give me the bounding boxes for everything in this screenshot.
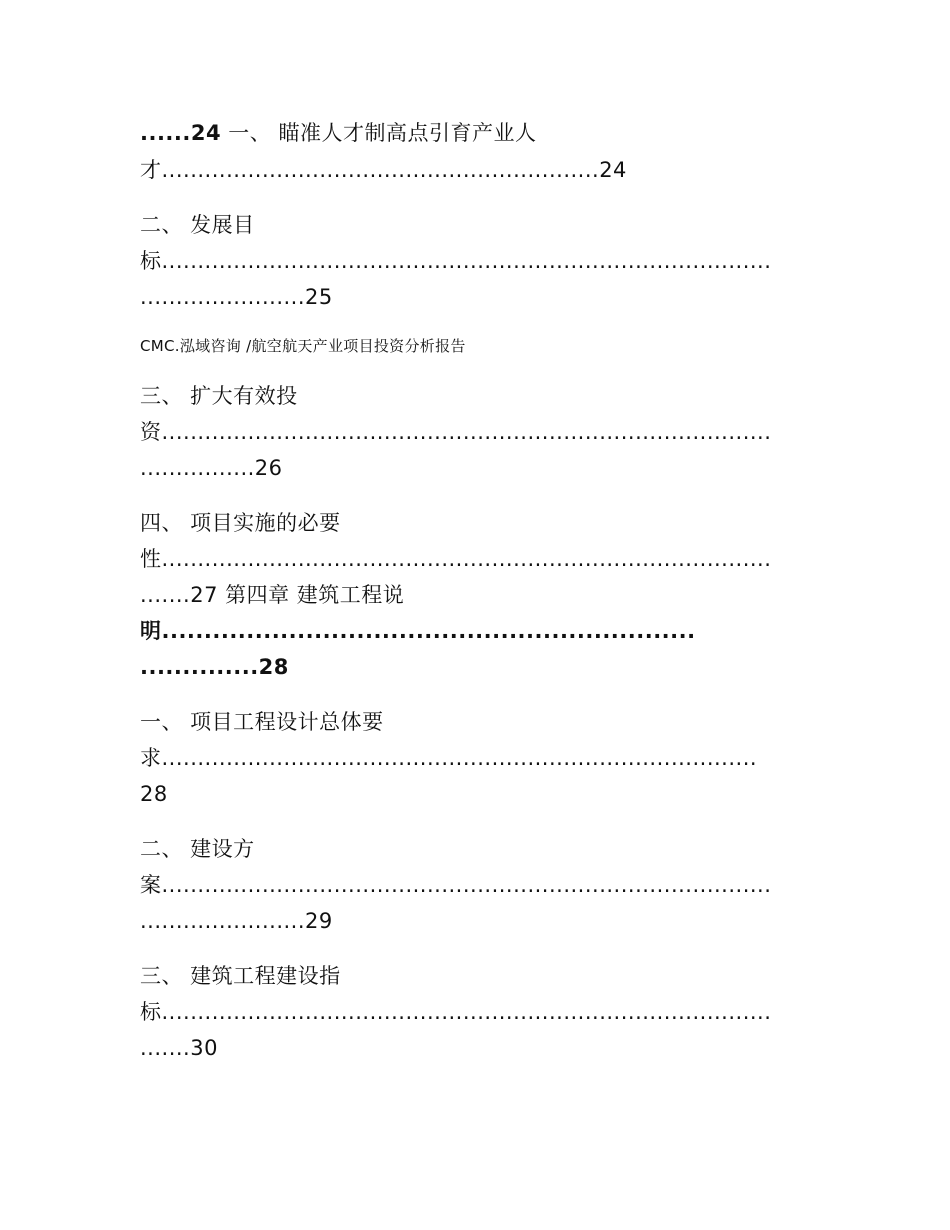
toc-line-15: 求...................................................................................: [140, 746, 758, 770]
toc-line-22: .......30: [140, 1036, 218, 1060]
toc-line-13-bold: ..............28: [140, 655, 289, 679]
toc-line-18: 案.....................................................................................: [140, 873, 772, 897]
toc-line-4: 标.....................................................................................: [140, 249, 772, 273]
running-header: CMC.泓域咨询 /航空航天产业项目投资分析报告: [140, 337, 466, 355]
toc-line-2: 才.............................................................24: [140, 158, 627, 182]
toc-entry-talent: 一、 瞄准人才制高点引育产业人: [221, 121, 537, 145]
toc-line-5: .......................25: [140, 285, 333, 309]
toc-entry-construction-plan: 二、 建设方: [140, 837, 255, 861]
toc-line-12-bold: 明...............................................................: [140, 619, 696, 643]
toc-entry-construction-indicators: 三、 建筑工程建设指: [140, 964, 341, 988]
toc-line-8: ................26: [140, 456, 283, 480]
toc-line-7: 资.....................................................................................: [140, 420, 772, 444]
toc-line-16: 28: [140, 782, 168, 806]
toc-line-1: [140, 118, 536, 148]
toc-line-19: .......................29: [140, 909, 333, 933]
toc-entry-design-requirements: 一、 项目工程设计总体要: [140, 710, 384, 734]
toc-page-ref-24-bold: ......24: [140, 121, 222, 145]
toc-chapter-4-line: .......27 第四章 建筑工程说: [140, 583, 405, 607]
toc-entry-expand-investment: 三、 扩大有效投: [140, 384, 298, 408]
toc-entry-development-goal: 二、 发展目: [140, 213, 255, 237]
toc-line-21: 标.....................................................................................: [140, 1000, 772, 1024]
toc-entry-project-necessity: 四、 项目实施的必要: [140, 511, 341, 535]
toc-line-10: 性.....................................................................................: [140, 547, 772, 571]
